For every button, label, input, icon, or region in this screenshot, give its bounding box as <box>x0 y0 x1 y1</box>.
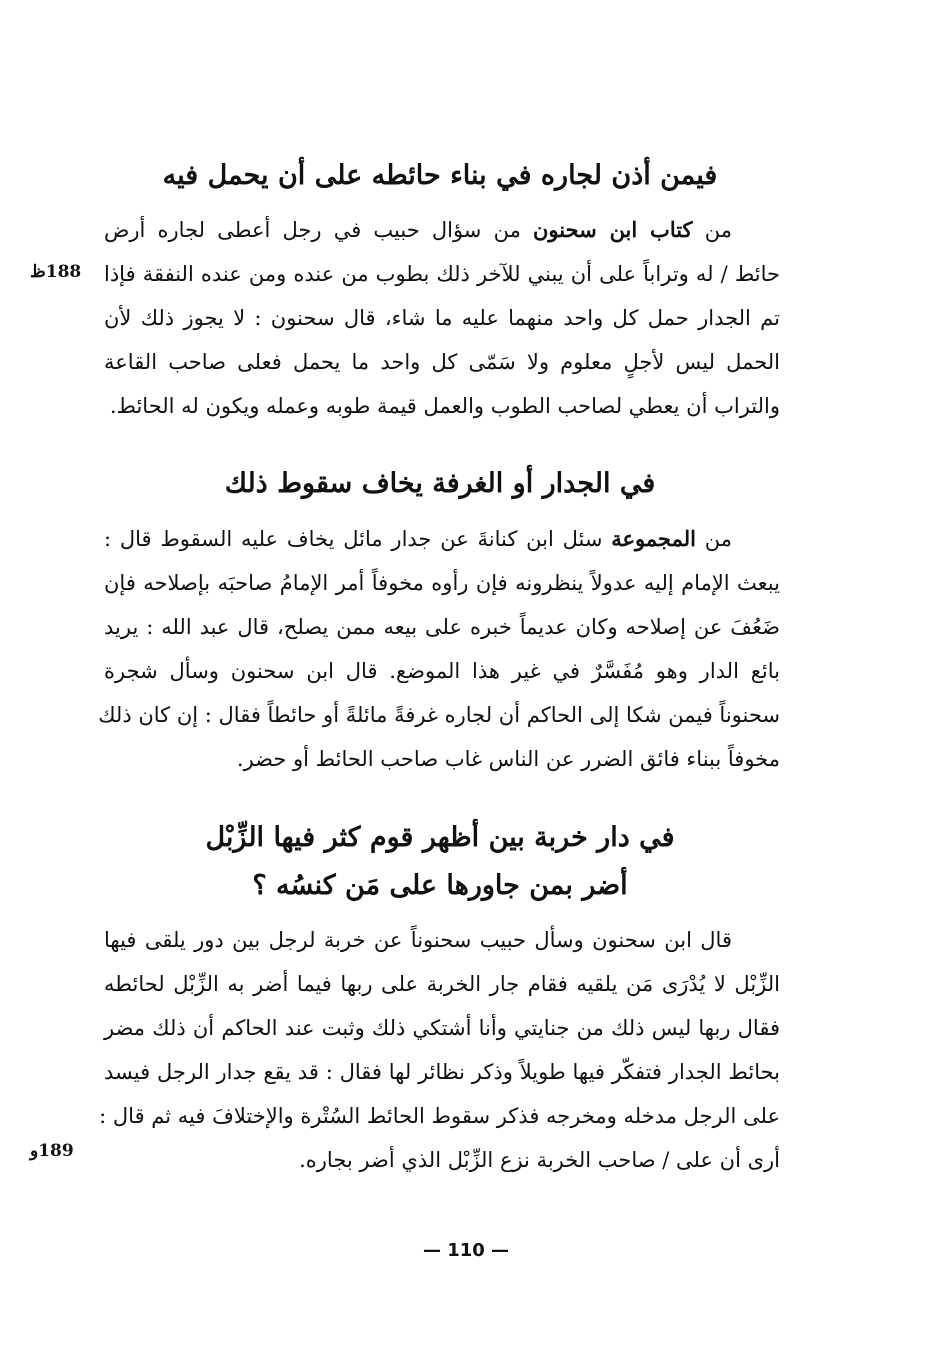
heading-text-line-2: أضر بمن جاورها على مَن كنسُه ؟ <box>252 870 628 901</box>
text-line: مخوفاً ببناء فائق الضرر عن الناس غاب صاحب الحائط أو حضر. <box>236 747 780 771</box>
paragraph-1 <box>104 208 780 428</box>
text-line: بحائط الجدار فتفكّر فيها طويلاً وذكر نظائر لها فقال : قد يقع جدار الرجل فيسد <box>104 1060 780 1084</box>
section-heading-1 <box>100 152 780 200</box>
text-line: الزِّبْل لا يُدْرَى مَن يلقيه فقام جار الخربة على ربها فيما أضر به الزِّبْل لحائطه <box>104 972 780 996</box>
text-line: تم الجدار حمل كل واحد منهما عليه ما شاء، قال سحنون : لا يجوز ذلك لأن <box>104 306 780 330</box>
paragraph-3 <box>99 918 780 1182</box>
text-line <box>104 517 780 561</box>
heading-text: فيمن أذن لجاره في بناء حائطه على أن يحمل فيه <box>162 160 718 191</box>
margin-folio-note: 188ظ <box>30 262 82 282</box>
text-line: قال ابن سحنون وسأل حبيب سحنوناً عن خربة لرجل بين دور يلقى فيها <box>104 928 732 952</box>
text-line: يبعث الإمام إليه عدولاً ينظرونه فإن رأوه مخوفاً أمر الإمامُ صاحبَه بإصلاحه فإن <box>104 571 780 595</box>
text-line: على الرجل مدخله ومخرجه فذكر سقوط الحائط السُتْرة والإختلافَ فيه ثم قال : <box>99 1104 780 1128</box>
text-line: والتراب أن يعطي لصاحب الطوب والعمل قيمة طوبه وعمله ويكون له الحائط. <box>109 394 780 418</box>
text-line: ضَعُفَ عن إصلاحه وكان عديماً خبره على بيعه ممن يصلح، قال عبد الله : يريد <box>104 615 780 639</box>
text-line: الحمل ليس لأجلٍ معلوم ولا سَمّى كل واحد ما يحمل فعلى صاحب القاعة <box>104 350 780 374</box>
heading-text-line-1: في دار خربة بين أظهر قوم كثر فيها الزِّبْل <box>205 822 675 853</box>
section-heading-3 <box>100 814 780 910</box>
text-segment: من <box>692 218 732 242</box>
text-line: فقال ربها ليس ذلك من جنايتي وأنا أشتكي ذلك وثبت عند الحاكم أن ذلك مضر <box>104 1016 780 1040</box>
source-title: كتاب ابن سحنون <box>533 217 693 242</box>
text-line: أرى أن على / صاحب الخربة نزع الزِّبْل الذي أضر بجاره. <box>299 1148 780 1172</box>
paragraph-2 <box>98 517 780 781</box>
text-segment: سئل ابن كنانةَ عن جدار مائل يخاف عليه السقوط قال : <box>104 527 612 551</box>
margin-folio-note: 189و <box>30 1141 74 1161</box>
text-line: حائط / له وتراباً على أن يبني للآخر ذلك بطوب من عنده ومن عنده النفقة فإذا <box>104 262 780 286</box>
section-heading-2 <box>100 460 780 508</box>
text-line <box>104 208 780 252</box>
text-line: سحنوناً فيمن شكا إلى الحاكم أن لجاره غرفةً مائلةً أو حائطاً فقال : إن كان ذلك <box>98 703 780 727</box>
source-title: المجموعة <box>611 526 696 551</box>
text-segment: من <box>695 527 732 551</box>
page-number: — 110 — <box>422 1240 510 1261</box>
heading-text: في الجدار أو الغرفة يخاف سقوط ذلك <box>224 468 656 499</box>
text-line: بائع الدار وهو مُفَسَّرٌ في غير هذا الموضع. قال ابن سحنون وسأل شجرة <box>104 659 780 683</box>
text-segment: من سؤال حبيب في رجل أعطى لجاره أرض <box>104 218 533 242</box>
